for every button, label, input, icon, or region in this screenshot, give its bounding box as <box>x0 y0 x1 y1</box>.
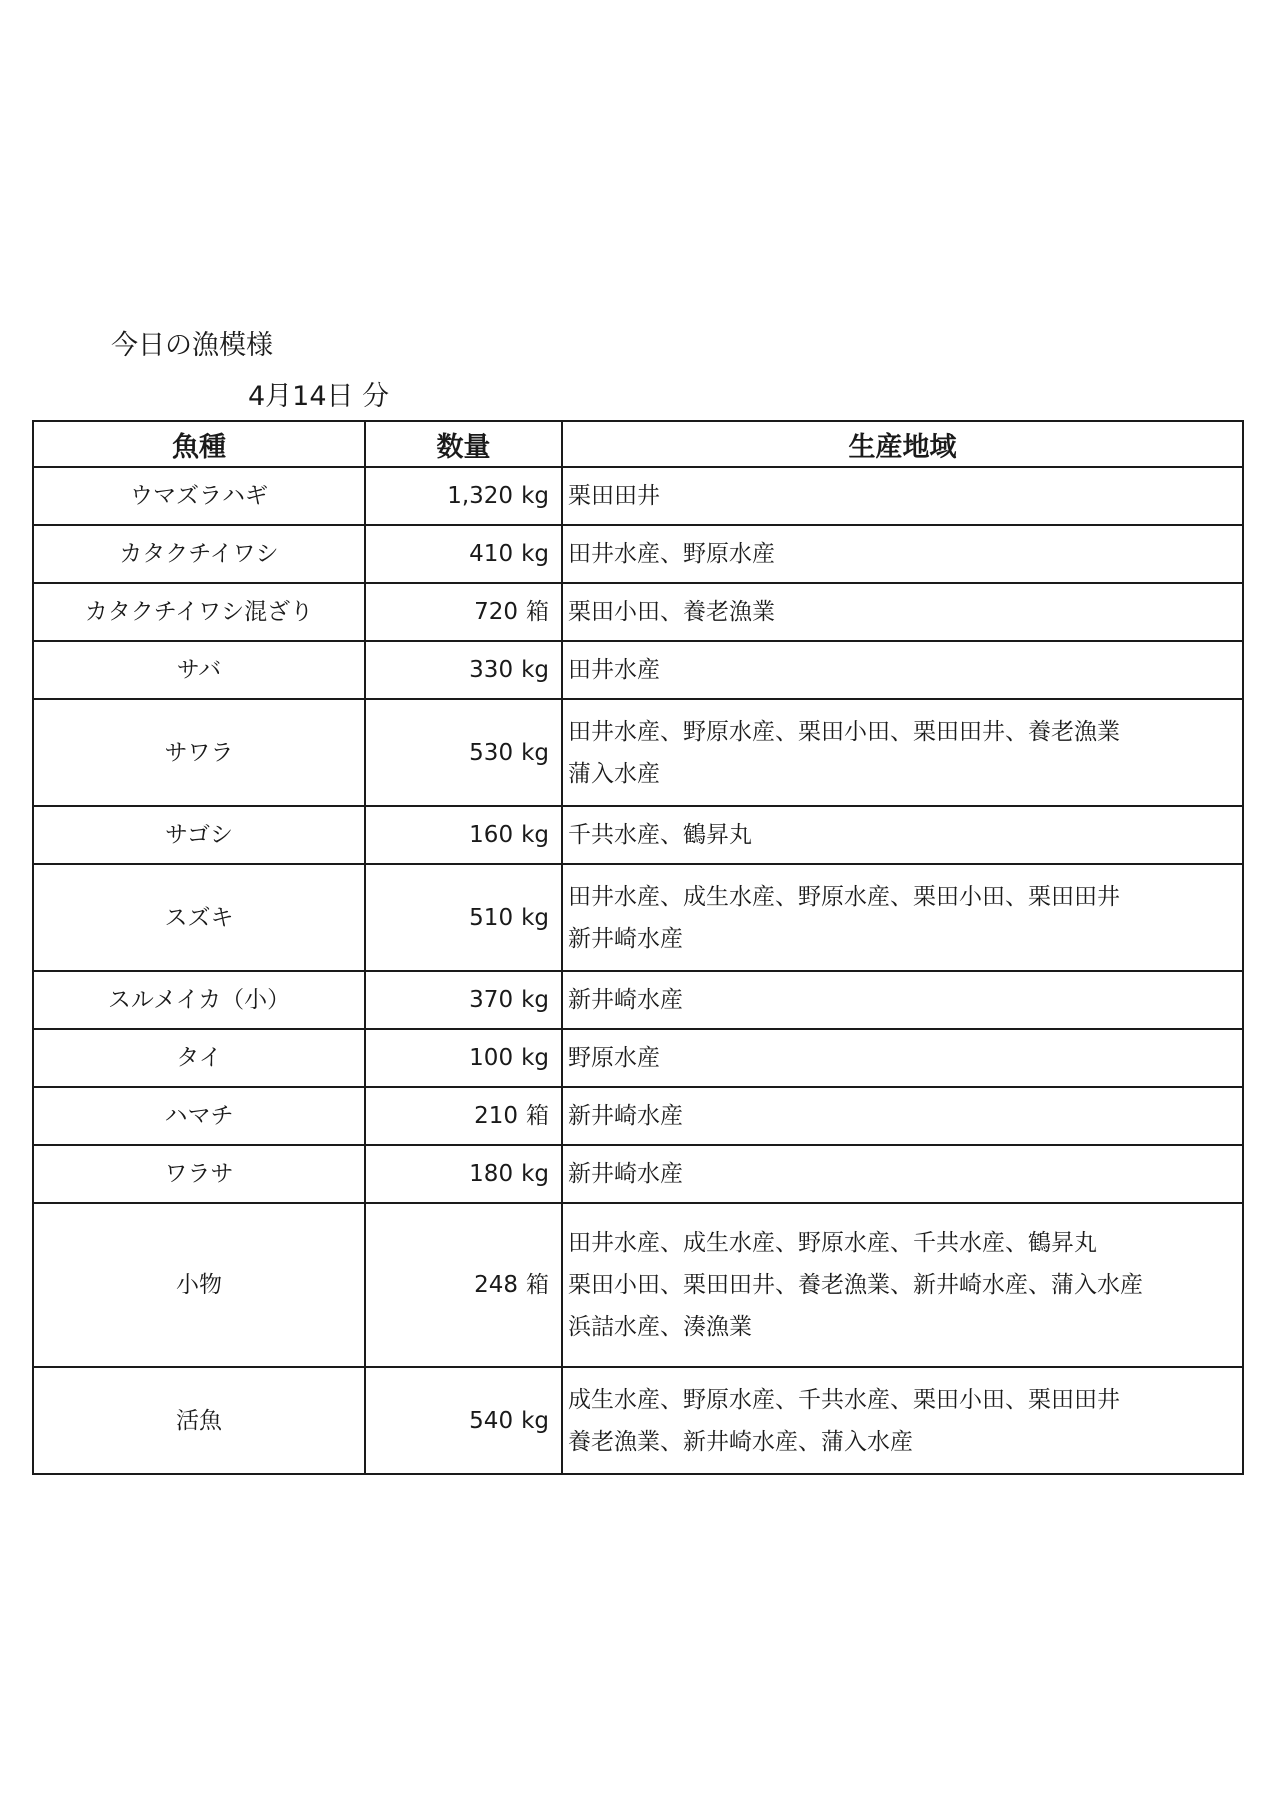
table-row <box>33 864 1243 971</box>
header-fish: 魚種 <box>33 421 365 467</box>
table-row <box>33 1203 1243 1367</box>
region-line: 田井水産 <box>568 657 660 683</box>
region-line: 栗田田井 <box>568 483 660 509</box>
region-cell <box>562 641 1243 699</box>
table-row <box>33 1029 1243 1087</box>
region-cell <box>562 1203 1243 1367</box>
region-line: 養老漁業、新井崎水産、蒲入水産 <box>568 1428 913 1455</box>
quantity-cell <box>365 806 562 864</box>
quantity-amount: 370 <box>469 987 514 1013</box>
fish-name-cell: スズキ <box>33 864 365 971</box>
header-region: 生産地域 <box>562 421 1243 467</box>
quantity-amount: 180 <box>469 1161 514 1187</box>
quantity-cell <box>365 583 562 641</box>
quantity-amount: 410 <box>469 541 514 567</box>
quantity-unit: kg <box>521 739 549 766</box>
table-row <box>33 641 1243 699</box>
quantity-unit: kg <box>521 1161 549 1187</box>
quantity-cell <box>365 1145 562 1203</box>
quantity-unit: kg <box>521 657 549 683</box>
quantity-unit: kg <box>521 1407 549 1434</box>
table-row <box>33 525 1243 583</box>
quantity-cell <box>365 971 562 1029</box>
table-row <box>33 971 1243 1029</box>
fish-name-cell: カタクチイワシ混ざり <box>33 583 365 641</box>
header-quantity: 数量 <box>365 421 562 467</box>
region-line: 蒲入水産 <box>568 760 660 787</box>
quantity-amount: 1,320 <box>447 483 514 509</box>
region-line: 田井水産、野原水産、栗田小田、栗田田井、養老漁業 <box>568 718 1120 745</box>
quantity-cell <box>365 525 562 583</box>
fish-name-cell: スルメイカ（小） <box>33 971 365 1029</box>
quantity-unit: 箱 <box>526 1103 549 1129</box>
region-cell <box>562 1029 1243 1087</box>
fish-name-cell: サバ <box>33 641 365 699</box>
page-title: 今日の漁模様 <box>111 330 273 361</box>
table-row <box>33 583 1243 641</box>
region-line: 栗田小田、養老漁業 <box>568 599 775 625</box>
region-line: 田井水産、成生水産、野原水産、栗田小田、栗田田井 <box>568 883 1120 910</box>
region-cell <box>562 1145 1243 1203</box>
quantity-unit: kg <box>521 987 549 1013</box>
region-line: 栗田小田、栗田田井、養老漁業、新井崎水産、蒲入水産 <box>568 1272 1143 1298</box>
region-cell <box>562 1367 1243 1474</box>
table-row <box>33 1367 1243 1474</box>
region-line: 成生水産、野原水産、千共水産、栗田小田、栗田田井 <box>568 1386 1120 1413</box>
region-cell <box>562 1087 1243 1145</box>
fish-name-cell: ハマチ <box>33 1087 365 1145</box>
catch-table <box>32 420 1244 1475</box>
table-row <box>33 806 1243 864</box>
report-date: 4月14日 分 <box>248 381 390 412</box>
quantity-unit: 箱 <box>526 1272 549 1298</box>
quantity-unit: kg <box>521 541 549 567</box>
quantity-cell <box>365 699 562 806</box>
table-row <box>33 1087 1243 1145</box>
quantity-cell <box>365 1367 562 1474</box>
fish-name-cell: 活魚 <box>33 1367 365 1474</box>
quantity-unit: kg <box>521 483 549 509</box>
fish-name-cell: ウマズラハギ <box>33 467 365 525</box>
quantity-unit: kg <box>521 1045 549 1071</box>
quantity-unit: kg <box>521 822 549 848</box>
region-cell <box>562 583 1243 641</box>
fish-name-cell: カタクチイワシ <box>33 525 365 583</box>
region-cell <box>562 806 1243 864</box>
quantity-amount: 210 <box>474 1103 518 1129</box>
quantity-amount: 720 <box>474 599 518 625</box>
quantity-cell <box>365 641 562 699</box>
fish-name-cell: サゴシ <box>33 806 365 864</box>
quantity-cell <box>365 1087 562 1145</box>
quantity-unit: kg <box>521 904 549 931</box>
table-row <box>33 699 1243 806</box>
quantity-cell <box>365 467 562 525</box>
fish-name-cell: 小物 <box>33 1203 365 1367</box>
quantity-amount: 540 <box>469 1407 514 1434</box>
table-header-row <box>33 421 1243 467</box>
quantity-amount: 530 <box>469 739 514 766</box>
region-line: 新井崎水産 <box>568 1103 683 1129</box>
region-line: 新井崎水産 <box>568 1161 683 1187</box>
fish-name-cell: サワラ <box>33 699 365 806</box>
region-cell <box>562 699 1243 806</box>
quantity-cell <box>365 864 562 971</box>
region-line: 千共水産、鶴昇丸 <box>568 822 752 848</box>
region-cell <box>562 971 1243 1029</box>
region-line: 新井崎水産 <box>568 987 683 1013</box>
table-row <box>33 467 1243 525</box>
region-line: 新井崎水産 <box>568 925 683 952</box>
quantity-amount: 510 <box>469 904 514 931</box>
region-line: 田井水産、野原水産 <box>568 541 775 567</box>
fish-name-cell: ワラサ <box>33 1145 365 1203</box>
region-cell <box>562 864 1243 971</box>
region-cell <box>562 525 1243 583</box>
catch-table-body <box>33 467 1243 1474</box>
fish-name-cell: タイ <box>33 1029 365 1087</box>
quantity-cell <box>365 1203 562 1367</box>
quantity-cell <box>365 1029 562 1087</box>
region-line: 野原水産 <box>568 1045 660 1071</box>
table-row <box>33 1145 1243 1203</box>
quantity-unit: 箱 <box>526 599 549 625</box>
region-line: 浜詰水産、湊漁業 <box>568 1314 752 1340</box>
quantity-amount: 248 <box>474 1272 518 1298</box>
quantity-amount: 330 <box>469 657 514 683</box>
quantity-amount: 100 <box>469 1045 514 1071</box>
region-cell <box>562 467 1243 525</box>
quantity-amount: 160 <box>469 822 514 848</box>
region-line: 田井水産、成生水産、野原水産、千共水産、鶴昇丸 <box>568 1230 1097 1256</box>
